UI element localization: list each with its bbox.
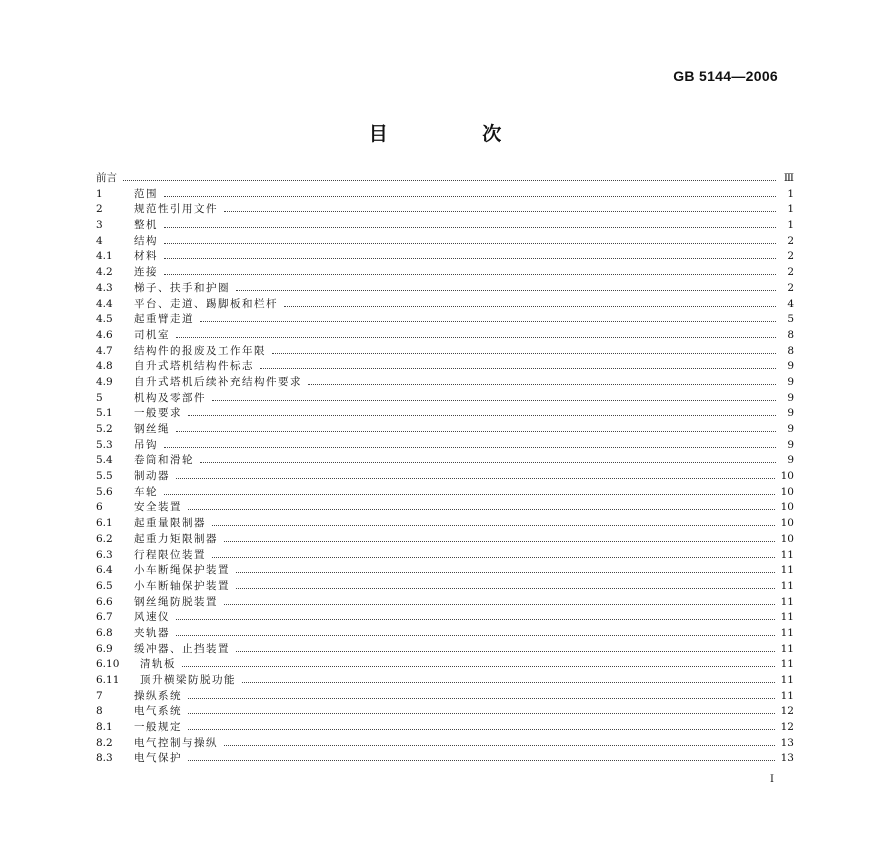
toc-entry-page: 12 bbox=[780, 705, 794, 718]
toc-entry bbox=[96, 736, 794, 752]
toc-entry bbox=[96, 469, 794, 485]
leader-dots bbox=[236, 564, 775, 573]
toc-entry-number: 7 bbox=[96, 689, 103, 702]
toc-entry-page: 5 bbox=[787, 313, 794, 326]
toc-entry-page: 11 bbox=[780, 579, 794, 592]
toc-entry-number: 前言 bbox=[96, 172, 117, 184]
leader-dots bbox=[242, 674, 775, 683]
toc-entry-page: Ⅲ bbox=[783, 172, 794, 184]
leader-dots bbox=[284, 298, 776, 307]
toc-entry-label: 起重力矩限制器 bbox=[134, 532, 218, 545]
toc-entry-label: 机构及零部件 bbox=[134, 391, 206, 404]
toc-entry bbox=[96, 359, 794, 375]
leader-dots bbox=[176, 470, 775, 479]
toc-entry-number: 6.5 bbox=[96, 579, 113, 592]
toc-entry bbox=[96, 281, 794, 297]
toc-entry-number: 1 bbox=[96, 187, 103, 200]
toc-entry bbox=[96, 532, 794, 548]
toc-entry-number: 6.7 bbox=[96, 611, 113, 624]
toc-entry-label: 小车断轴保护装置 bbox=[134, 579, 230, 592]
toc-entry bbox=[96, 265, 794, 281]
leader-dots bbox=[188, 407, 776, 416]
leader-dots bbox=[188, 752, 775, 761]
toc-entry-number: 4.4 bbox=[96, 297, 113, 310]
toc-entry-page: 10 bbox=[780, 501, 794, 514]
leader-dots bbox=[164, 439, 776, 448]
toc-entry-label: 梯子、扶手和护圈 bbox=[134, 281, 230, 294]
toc-entry bbox=[96, 406, 794, 422]
page-title: 目 次 bbox=[368, 123, 546, 145]
toc-entry-number: 4.3 bbox=[96, 281, 113, 294]
leader-dots bbox=[236, 580, 775, 589]
toc-entry-page: 11 bbox=[780, 689, 794, 702]
toc-entry bbox=[96, 422, 794, 438]
toc-entry-label: 制动器 bbox=[134, 470, 170, 483]
toc-entry-label: 安全装置 bbox=[134, 501, 182, 514]
toc-entry-page: 11 bbox=[780, 611, 794, 624]
toc-entry-label: 钢丝绳防脱装置 bbox=[134, 595, 218, 608]
toc-entry-page: 11 bbox=[780, 658, 794, 671]
toc-entry-label: 平台、走道、踢脚板和栏杆 bbox=[134, 297, 278, 310]
toc-entry-number: 4.1 bbox=[96, 250, 113, 263]
leader-dots bbox=[260, 360, 776, 369]
toc-entry-label: 起重臂走道 bbox=[134, 313, 194, 326]
leader-dots bbox=[272, 345, 776, 354]
leader-dots bbox=[200, 454, 776, 463]
leader-dots bbox=[188, 721, 775, 730]
toc-entry-label: 规范性引用文件 bbox=[134, 203, 218, 216]
toc-entry-page: 13 bbox=[780, 736, 794, 749]
toc-entry bbox=[96, 500, 794, 516]
toc-entry-page: 8 bbox=[787, 344, 794, 357]
leader-dots bbox=[182, 658, 775, 667]
toc-entry-number: 2 bbox=[96, 203, 103, 216]
leader-dots bbox=[224, 596, 775, 605]
toc-entry-label: 自升式塔机后续补充结构件要求 bbox=[134, 375, 302, 388]
page-number: Ⅰ bbox=[770, 774, 774, 785]
toc-entry-label: 缓冲器、止挡装置 bbox=[134, 642, 230, 655]
toc-entry-page: 11 bbox=[780, 626, 794, 639]
toc-entry-label: 钢丝绳 bbox=[134, 423, 170, 435]
toc-entry-page: 11 bbox=[780, 595, 794, 608]
toc-entry-page: 9 bbox=[787, 407, 794, 420]
leader-dots bbox=[164, 235, 776, 244]
toc-entry-label: 自升式塔机结构件标志 bbox=[134, 360, 254, 373]
toc-entry bbox=[96, 249, 794, 265]
toc-entry-label: 清轨板 bbox=[140, 658, 176, 671]
toc-entry-page: 4 bbox=[787, 297, 794, 310]
toc-entry-page: 12 bbox=[780, 721, 794, 734]
toc-entry bbox=[96, 375, 794, 391]
toc-entry-label: 顶升横梁防脱功能 bbox=[140, 674, 236, 686]
toc-entry-label: 吊钩 bbox=[134, 438, 158, 451]
toc-entry bbox=[96, 579, 794, 595]
toc-entry-label: 司机室 bbox=[134, 328, 170, 341]
leader-dots bbox=[164, 250, 776, 259]
toc-entry-number: 5.3 bbox=[96, 438, 113, 451]
toc-entry-number: 4.7 bbox=[96, 344, 113, 357]
toc-entry bbox=[96, 453, 794, 469]
toc-entry bbox=[96, 595, 794, 611]
toc-entry-label: 电气保护 bbox=[134, 752, 182, 765]
toc-entry-label: 连接 bbox=[134, 266, 158, 279]
leader-dots bbox=[164, 219, 776, 228]
toc-entry bbox=[96, 438, 794, 454]
toc-entry-number: 5.1 bbox=[96, 407, 113, 420]
toc-entry-number: 6.1 bbox=[96, 517, 113, 530]
toc-entry-number: 8 bbox=[96, 705, 103, 718]
leader-dots bbox=[224, 737, 775, 746]
toc-entry-label: 电气系统 bbox=[134, 705, 182, 718]
toc-entry bbox=[96, 610, 794, 626]
toc-entry-page: 9 bbox=[787, 360, 794, 373]
toc-entry-number: 6.3 bbox=[96, 548, 113, 561]
toc-entry-label: 结构 bbox=[134, 234, 158, 247]
toc-entry-label: 夹轨器 bbox=[134, 626, 170, 639]
leader-dots bbox=[176, 627, 775, 636]
leader-dots bbox=[188, 705, 775, 714]
toc-entry bbox=[96, 720, 794, 736]
toc-entry-page: 11 bbox=[780, 548, 794, 561]
toc-entry-page: 8 bbox=[787, 328, 794, 341]
toc-entry-page: 10 bbox=[780, 517, 794, 530]
toc-entry-number: 6.9 bbox=[96, 642, 113, 655]
leader-dots bbox=[212, 517, 775, 526]
toc-entry-page: 9 bbox=[787, 423, 794, 435]
toc-entry-page: 10 bbox=[780, 532, 794, 545]
toc-entry-page: 9 bbox=[787, 454, 794, 467]
leader-dots bbox=[212, 392, 776, 401]
toc-entry bbox=[96, 642, 794, 658]
toc-entry-page: 1 bbox=[787, 187, 794, 200]
toc-entry bbox=[96, 328, 794, 344]
toc-entry-label: 行程限位装置 bbox=[134, 548, 206, 561]
toc-entry-label: 小车断绳保护装置 bbox=[134, 564, 230, 577]
leader-dots bbox=[164, 266, 776, 275]
toc-entry-number: 6 bbox=[96, 501, 103, 514]
leader-dots bbox=[164, 188, 776, 197]
toc-entry-number: 6.8 bbox=[96, 626, 113, 639]
leader-dots bbox=[236, 643, 775, 652]
toc-entry bbox=[96, 312, 794, 328]
toc-entry-number: 4.6 bbox=[96, 328, 113, 341]
toc-entry bbox=[96, 704, 794, 720]
leader-dots bbox=[224, 533, 775, 542]
toc-entry bbox=[96, 626, 794, 642]
toc-entry-label: 电气控制与操纵 bbox=[134, 736, 218, 749]
toc-entry-label: 操纵系统 bbox=[134, 689, 182, 702]
toc-entry-number: 5.5 bbox=[96, 470, 113, 483]
toc-entry bbox=[96, 563, 794, 579]
toc-entry-page: 9 bbox=[787, 438, 794, 451]
leader-dots bbox=[176, 611, 775, 620]
toc-entry-label: 车轮 bbox=[134, 485, 158, 498]
toc-entry-number: 5.4 bbox=[96, 454, 113, 467]
toc-entry-page: 10 bbox=[780, 485, 794, 498]
toc-entry-label: 起重量限制器 bbox=[134, 517, 206, 530]
toc-entry bbox=[96, 485, 794, 501]
leader-dots bbox=[236, 282, 776, 291]
toc-entry-number: 4.5 bbox=[96, 313, 113, 326]
toc-entry-number: 4.2 bbox=[96, 266, 113, 279]
toc-entry-label: 风速仪 bbox=[134, 611, 170, 624]
toc-entry-number: 6.10 bbox=[96, 658, 120, 671]
toc-entry-page: 11 bbox=[780, 564, 794, 577]
leader-dots bbox=[176, 329, 776, 338]
toc-entry-number: 5.2 bbox=[96, 423, 113, 435]
toc-entry-page: 9 bbox=[787, 375, 794, 388]
leader-dots bbox=[188, 690, 775, 699]
toc-entry-label: 范围 bbox=[134, 187, 158, 200]
toc-entry-number: 4.8 bbox=[96, 360, 113, 373]
toc-entry-number: 6.2 bbox=[96, 532, 113, 545]
toc-entry bbox=[96, 234, 794, 250]
leader-dots bbox=[176, 423, 776, 432]
toc-entry-page: 11 bbox=[780, 642, 794, 655]
toc-entry bbox=[96, 673, 794, 689]
toc-entry-label: 整机 bbox=[134, 219, 158, 232]
leader-dots bbox=[188, 501, 775, 510]
leader-dots bbox=[200, 313, 776, 322]
toc-entry bbox=[96, 391, 794, 407]
toc-entry-number: 3 bbox=[96, 219, 103, 232]
toc-entry-label: 一般要求 bbox=[134, 407, 182, 420]
toc-entry bbox=[96, 689, 794, 705]
toc-entry-number: 8.2 bbox=[96, 736, 113, 749]
toc-entry-page: 9 bbox=[787, 391, 794, 404]
standard-code: GB 5144—2006 bbox=[673, 68, 778, 84]
toc-entry bbox=[96, 516, 794, 532]
toc-entry-page: 2 bbox=[787, 250, 794, 263]
toc-entry-number: 6.11 bbox=[96, 674, 120, 686]
leader-dots bbox=[308, 376, 776, 385]
toc-entry-page: 1 bbox=[787, 219, 794, 232]
toc-entry-page: 2 bbox=[787, 234, 794, 247]
toc-entry bbox=[96, 657, 794, 673]
toc-entry-label: 卷筒和滑轮 bbox=[134, 454, 194, 467]
toc-entry bbox=[96, 187, 794, 203]
toc-entry-page: 10 bbox=[780, 470, 794, 483]
leader-dots bbox=[123, 172, 776, 181]
toc-entry-number: 8.1 bbox=[96, 721, 113, 734]
toc-entry bbox=[96, 548, 794, 564]
toc-entry bbox=[96, 218, 794, 234]
toc-entry-page: 13 bbox=[780, 752, 794, 765]
toc-entry-label: 结构件的报废及工作年限 bbox=[134, 344, 266, 357]
toc-entry-label: 材料 bbox=[134, 250, 158, 263]
toc-entry bbox=[96, 171, 794, 187]
toc-entry bbox=[96, 202, 794, 218]
table-of-contents bbox=[96, 171, 794, 767]
leader-dots bbox=[212, 549, 775, 558]
toc-entry-number: 5 bbox=[96, 391, 103, 404]
toc-entry-page: 2 bbox=[787, 281, 794, 294]
toc-entry-number: 6.6 bbox=[96, 595, 113, 608]
toc-entry-number: 8.3 bbox=[96, 752, 113, 765]
toc-entry-page: 1 bbox=[787, 203, 794, 216]
toc-entry bbox=[96, 751, 794, 767]
toc-entry-number: 4 bbox=[96, 234, 103, 247]
toc-entry-label: 一般规定 bbox=[134, 721, 182, 734]
toc-entry-number: 6.4 bbox=[96, 564, 113, 577]
toc-entry-number: 5.6 bbox=[96, 485, 113, 498]
leader-dots bbox=[224, 203, 776, 212]
toc-entry-page: 2 bbox=[787, 266, 794, 279]
toc-entry-page: 11 bbox=[780, 674, 794, 686]
toc-entry bbox=[96, 344, 794, 360]
toc-entry-number: 4.9 bbox=[96, 375, 113, 388]
toc-entry bbox=[96, 297, 794, 313]
leader-dots bbox=[164, 486, 775, 495]
